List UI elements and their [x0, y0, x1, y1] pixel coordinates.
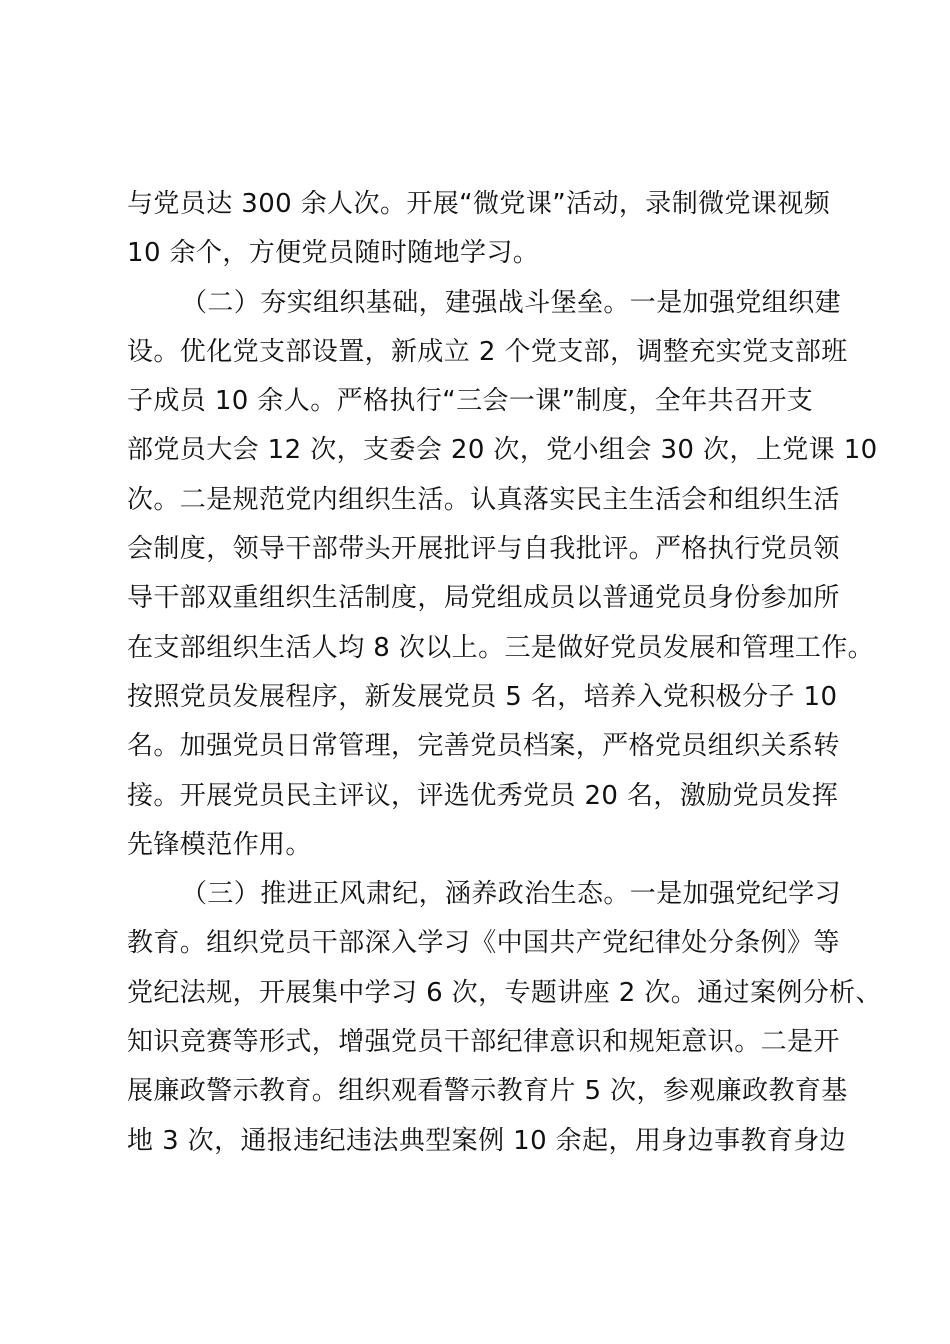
text-line: 名。加强党员日常管理，完善党员档案，严格党员组织关系转	[127, 731, 840, 762]
text-line: 与党员达 300 余人次。开展“微党课”活动，录制微党课视频	[127, 189, 831, 219]
text-line: 会制度，领导干部带头开展批评与自我批评。严格执行党员领	[127, 534, 840, 565]
text-line: 导干部双重组织生活制度，局党组成员以普通党员身份参加所	[127, 583, 840, 614]
text-line: 在支部组织生活人均 8 次以上。三是做好党员发展和管理工作。	[127, 632, 875, 663]
text-line: 次。二是规范党内组织生活。认真落实民主生活会和组织生活	[127, 484, 840, 515]
text-line: 接。开展党员民主评议，评选优秀党员 20 名，激励党员发挥	[127, 780, 839, 811]
section-heading-line: （三）推进正风肃纪，涵养政治生态。一是加强党纪学习	[181, 879, 842, 910]
section-heading-line: （二）夯实组织基础，建强战斗堡垒。一是加强党组织建	[181, 287, 842, 318]
text-line: 按照党员发展程序，新发展党员 5 名，培养入党积极分子 10	[127, 681, 838, 712]
text-line: 子成员 10 余人。严格执行“三会一课”制度，全年共召开支	[127, 386, 814, 417]
text-line: 党纪法规，开展集中学习 6 次，专题讲座 2 次。通过案例分析、	[127, 977, 882, 1008]
text-line: 知识竞赛等形式，增强党员干部纪律意识和规矩意识。二是开	[127, 1027, 840, 1058]
text-line: 设。优化党支部设置，新成立 2 个党支部，调整充实党支部班	[127, 336, 848, 367]
text-line: 先锋模范作用。	[127, 829, 312, 860]
text-line: 地 3 次，通报违纪违法典型案例 10 余起，用身边事教育身边	[127, 1125, 847, 1156]
text-line: 部党员大会 12 次，支委会 20 次，党小组会 30 次，上党课 10	[127, 435, 878, 466]
text-line: 教育。组织党员干部深入学习《中国共产党纪律处分条例》等	[127, 928, 840, 959]
body-text	[127, 180, 882, 1166]
text-line: 展廉政警示教育。组织观看警示教育片 5 次，参观廉政教育基	[127, 1076, 848, 1107]
text-line: 10 余个，方便党员随时随地学习。	[127, 238, 540, 269]
